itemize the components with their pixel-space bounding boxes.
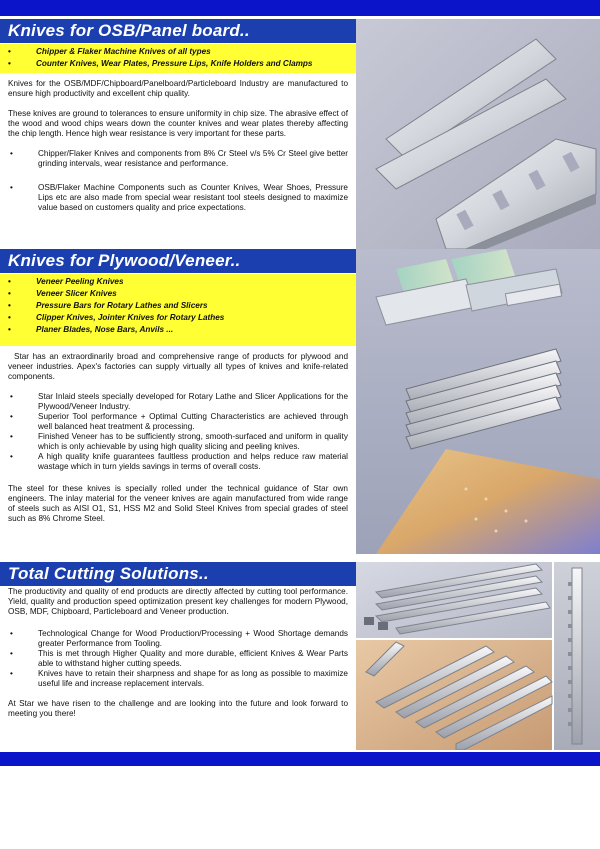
bullet-item: • Finished Veneer has to be sufficiently strong, smooth-surfaced and uniform in quality which is only achievable by using high quality slicing and peeling knives. xyxy=(8,432,348,452)
highlight-item: • Veneer Peeling Knives xyxy=(6,276,350,288)
section-plywood xyxy=(0,249,356,524)
bullet-item: • Knives have to retain their sharpness and shape for as long as possible to maximize useful life and increase replacement intervals. xyxy=(8,669,348,689)
highlight-item: • Veneer Slicer Knives xyxy=(6,288,350,300)
bullet-item: • This is met through Higher Quality and more durable, efficient Knives & Wear Parts able to withstand higher cutting speeds. xyxy=(8,649,348,669)
top-bar xyxy=(0,0,600,16)
bullet-item: • Star Inlaid steels specially developed for Rotary Lathe and Slicer Applications for the Plywood/Veneer Industry. xyxy=(8,392,348,412)
section-plywood-intro: Star has an extraordinarily broad and comprehensive range of products for plywood and veneer industries. Apex's factories can supply virtually all types of knives and knife-related components. xyxy=(8,352,348,381)
highlight-item: • Clipper Knives, Jointer Knives for Rotary Lathes xyxy=(6,312,350,324)
section-total-cutting-closing: At Star we have risen to the challenge and are looking into the future and look forward to meeting you there! xyxy=(8,699,348,718)
bullet-item: • OSB/Flaker Machine Components such as Counter Knives, Wear Shoes, Pressure Lips etc are also made from special wear resistant tool steels designed to maximize value based on customers quality and price expectations. xyxy=(8,183,348,213)
section-total-cutting-intro: The productivity and quality of end products are directly affected by cutting tool performance. Yield, quality and production speed optimization present key challenges for modern Plywood, OSB, MDF, Chipboard, Particleboard and Veneer production. xyxy=(8,587,348,616)
highlight-item: • Chipper & Flaker Machine Knives of all types xyxy=(6,46,350,58)
highlight-item: • Pressure Bars for Rotary Lathes and Slicers xyxy=(6,300,350,312)
cutting-solutions-photos xyxy=(356,562,600,750)
section-total-cutting-bullets xyxy=(0,629,356,689)
section-plywood-highlights xyxy=(0,274,356,346)
bullet-item: • Superior Tool performance + Optimal Cutting Characteristics are achieved through well balanced heat treatment & processing. xyxy=(8,412,348,432)
section-osb-bullets xyxy=(0,149,356,213)
bullet-item: • Chipper/Flaker Knives and components from 8% Cr Steel v/s 5% Cr Steel give better grinding intervals, wear resistance and performance. xyxy=(8,149,348,169)
section-osb-highlights xyxy=(0,44,356,73)
section-plywood-closing: The steel for these knives is specially rolled under the technical guidance of Star own engineers. The inlay material for the veneer knives are again manufactured from wide range of steels such as AISI O1, S1, HSS M2 and Solid Steel Knives from special grades of steel such as 8% Chrome Steel. xyxy=(8,484,348,523)
veneer-knives-photo xyxy=(356,249,600,554)
section-total-cutting-heading: Total Cutting Solutions.. xyxy=(0,562,356,586)
section-total-cutting xyxy=(0,562,356,719)
highlight-item: • Counter Knives, Wear Plates, Pressure Lips, Knife Holders and Clamps xyxy=(6,58,350,70)
section-plywood-heading: Knives for Plywood/Veneer.. xyxy=(0,249,356,273)
highlight-item: • Planer Blades, Nose Bars, Anvils ... xyxy=(6,324,350,336)
osb-knives-photo xyxy=(356,19,600,249)
bullet-item: • A high quality knife guarantees faultless production and helps reduce raw material wastage which in turn yields savings in terms of overall costs. xyxy=(8,452,348,472)
bottom-bar xyxy=(0,752,600,766)
section-osb-paragraph: These knives are ground to tolerances to ensure uniformity in chip size. The abrasive effect of the wood and wood chips wears down the counter knives and wear plates thereby affecting the chip length. Hence high wear resistance is very important for these parts. xyxy=(8,109,348,138)
section-plywood-bullets xyxy=(0,392,356,472)
section-osb xyxy=(0,19,356,213)
bullet-item: • Technological Change for Wood Production/Processing + Wood Shortage demands greater Performance from Tooling. xyxy=(8,629,348,649)
section-osb-paragraph: Knives for the OSB/MDF/Chipboard/Panelboard/Particleboard Industry are manufactured to ensure high productivity and excellent chip quality. xyxy=(8,79,348,98)
section-osb-heading: Knives for OSB/Panel board.. xyxy=(0,19,356,43)
